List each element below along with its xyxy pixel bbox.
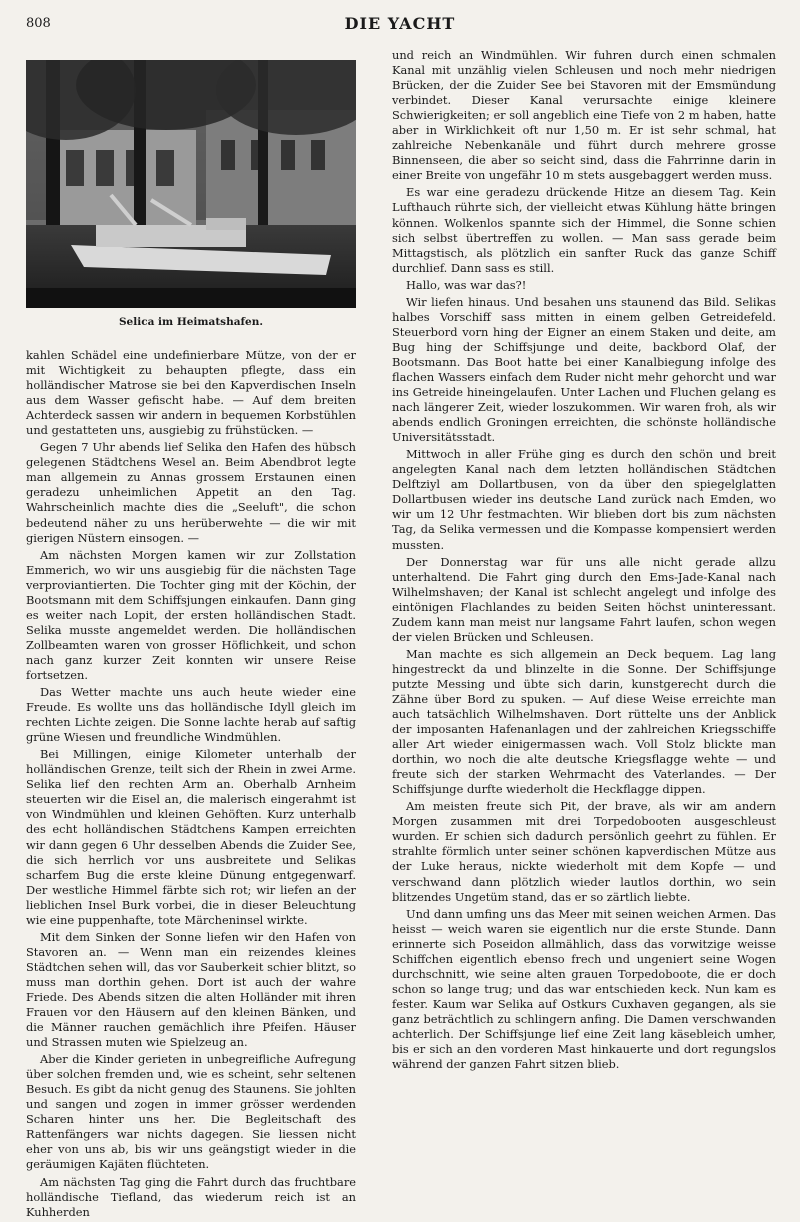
left-column [26,348,356,1222]
paragraph: Wir liefen hinaus. Und besahen uns staunend das Bild. Selikas halbes Vorschiff sass mitten in einem gelben Getreidefeld. Steuerbord vorn hing der Eigner an einem Staken und deite, am Bug hing der Schiffsjunge und deite, backbord Olaf, der Bootsmann. Das Boot hatte bei einer Kanalbiegung infolge des flachen Wassers einfach dem Ruder nicht mehr gehorcht und war ins Getreide hineingelaufen. Unter Lachen und Fluchen gelang es nach längerer Zeit, wieder loszukommen. Wir waren froh, als wir abends endlich Groningen erreichten, die schönste holländische Universitätsstadt. [392,294,776,445]
paragraph: Aber die Kinder gerieten in unbegreifliche Aufregung über solchen fremden und, wie es scheint, sehr seltenen Besuch. Es gibt da nicht genug des Staunens. Sie johlten und sangen und zogen in immer grösser werdenden Scharen hinter uns her. Die Begleitschaft des Rattenfängers war nichts dagegen. Sie liessen nicht eher von uns ab, bis wir uns geängstigt wieder in die geräumigen Kajäten flüchteten. [26,1052,357,1172]
paragraph: Bei Millingen, einige Kilometer unterhalb der holländischen Grenze, teilt sich der Rhein in zwei Arme. Selika lief den rechten Arm an. Oberhalb Arnheim steuerten wir die Eisel an, die malerisch eingerahmt ist von Windmühlen und kleinen Gehöften. Kurz unterhalb des echt holländischen Städtchens Kampen erreichten wir dann gegen 6 Uhr desselben Abends die Zuider See, die sich herrlich vor uns ausbreitete und Selikas scharfem Bug die erste kleine Dünung entgegenwarf. Der westliche Himmel färbte sich rot; wir liefen an der lieblichen Insel Burk vorbei, die in dieser Beleuchtung wie eine puppenhafte, tote Märcheninsel wirkte. [26,747,356,927]
page-number: 808 [26,16,51,31]
paragraph: Das Wetter machte uns auch heute wieder eine Freude. Es wollte uns das holländische Idyll gleich im rechten Lichte zeigen. Die Sonne lachte herab auf saftig grüne Wiesen und freundliche Windmühlen. [26,685,356,745]
paragraph: Am meisten freute sich Pit, der brave, als wir am andern Morgen zusammen mit drei Torpedobooten ausgeschleust wurden. Er schien sich dadurch persönlich geehrt zu fühlen. Er strahlte förmlich unter seiner schönen kapverdischen Mütze aus der Luke heraus, nickte wiederholt mit dem Kopfe — und verschwand dann plötzlich wieder lautlos dorthin, wo sein blitzendes Ungetüm stand, das er so zärtlich liebte. [392,799,776,904]
photo [26,60,356,308]
paragraph: Es war eine geradezu drückende Hitze an diesem Tag. Kein Lufthauch rührte sich, der vielleicht etwas Kühlung hätte bringen können. Wolkenlos spannte sich der Himmel, die Sonne schien sich selbst übertreffen zu wollen. — Man sass gerade beim Mittagstisch, als plötzlich ein sanfter Ruck das ganze Schiff durchlief. Dann sass es still. [392,185,776,275]
paragraph: Der Donnerstag war für uns alle nicht gerade allzu unterhaltend. Die Fahrt ging durch den Ems-Jade-Kanal nach Wilhelmshaven; der Kanal ist schlecht angelegt und infolge des eintönigen Flachlandes zu beiden Seiten höchst uninteressant. Zudem kann man meist nur langsame Fahrt laufen, schon wegen der vielen Brücken und Schleusen. [392,554,776,644]
paragraph: Am nächsten Morgen kamen wir zur Zollstation Emmerich, wo wir uns ausgiebig für die nächsten Tage verproviantierten. Die Tochter ging mit der Köchin, der Bootsmann mit dem Schiffsjungen einkaufen. Dann ging es weiter nach Lopit, der ersten holländischen Stadt. Selika musste angemeldet werden. Die holländischen Zollbeamten waren von grosser Höflichkeit, und schon nach ganz kurzer Zeit konnten wir unsere Reise fortsetzen. [26,547,356,682]
right-column [392,48,776,1074]
photo-caption: Selica im Heimatshafen. [118,316,264,328]
paragraph: Und dann umfing uns das Meer mit seinen weichen Armen. Das heisst — weich waren sie eigentlich nur die erste Stunde. Dann erinnerte sich Poseidon allmählich, dass das vorwitzige weisse Schiffchen eigentlich ebenso frech und ungeniert seine Wogen durchschnitt, wie seine alten grauen Torpedoboote, die er doch schon so lange trug; und das war entschieden keck. Nun kam es fester. Kaum war Selika auf Ostkurs Cuxhaven gegangen, als sie ganz beträchtlich zu schlingern anfing. Die Damen verschwanden achterlich. Der Schiffsjunge lief eine Zeit lang käsebleich umher, bis er sich an den vorderen Mast hinkauerte und dort regungslos während der ganzen Fahrt sitzen blieb. [392,906,776,1072]
paragraph: kahlen Schädel eine undefinierbare Mütze, von der er mit Wichtigkeit zu behaupten pflegte, dass ein holländischer Matrose sie bei den Kapverdischen Inseln aus dem Wasser gefischt habe. — Auf dem breiten Achterdeck sassen wir andern in bequemen Korbstühlen und gestatteten uns, ausgiebig zu frühstücken. — [26,348,356,438]
paragraph: und reich an Windmühlen. Wir fuhren durch einen schmalen Kanal mit unzählig vielen Schleusen und noch mehr niedrigen Brücken, der die Zuider See bei Stavoren mit der Emsmündung verbindet. Dieser Kanal verursachte einige kleinere Schwierigkeiten; er soll angeblich eine Tiefe von 2 m haben, hatte aber in Wirklichkeit oft nur 1,50 m. Er ist sehr schmal, hat zahlreiche Nebenkanäle und führt durch mehrere grosse Binnenseen, die aber so seicht sind, dass die Fahrrinne darin in einer Breite von ungefähr 10 m stets ausgebaggert werden muss. [392,48,776,183]
paragraph: Gegen 7 Uhr abends lief Selika den Hafen des hübsch gelegenen Städtchens Wesel an. Beim Abendbrot legte man allgemein zu Annas grossem Erstaunen einen geradezu unheimlichen Appetit an den Tag. Wahrscheinlich machte dies die „Seeluft", die schon bedeutend näher zu uns herüberwehte — die wir mit gierigen Nüstern einsogen. — [26,440,356,545]
journal-title: DIE YACHT [344,14,456,33]
paragraph: Am nächsten Tag ging die Fahrt durch das fruchtbare holländische Tiefland, das wiederum reich ist an Kuhherden [26,1174,356,1219]
paragraph: Hallo, was war das?! [406,277,527,292]
paragraph: Mit dem Sinken der Sonne liefen wir den Hafen von Stavoren an. — Wenn man ein reizendes kleines Städtchen sehen will, das vor Sauberkeit schier blitzt, so muss man dorthin gehen. Dort ist auch der wahre Friede. Des Abends sitzen die alten Holländer mit ihren Frauen vor den Häusern auf den kleinen Bänken, und die Männer rauchen gemächlich ihre Pfeifen. Häuser und Strassen muten wie Spielzeug an. [26,929,356,1050]
paragraph: Man machte es sich allgemein an Deck bequem. Lag lang hingestreckt da und blinzelte in die Sonne. Der Schiffsjunge putzte Messing und übte sich darin, kunstgerecht durch die Zähne über Bord zu spuken. — Auf diese Weise erreichte man auch tatsächlich Wilhelmshaven. Dort rüttelte uns der Anblick der imposanten Hafenanlagen und der zahlreichen Kriegsschiffe aller Art wieder einigermassen wach. Voll Stolz blickte man dorthin, wo noch die alte deutsche Kriegsflagge wehte — und freute sich der starken Wehrmacht des Vaterlandes. — Der Schiffsjunge durfte wiederholt die Heckflagge dippen. [392,646,776,797]
paragraph: Mittwoch in aller Frühe ging es durch den schön und breit angelegten Kanal nach dem letzten holländischen Städtchen Delftziyl am Dollartbusen, von da über den spiegelglatten Dollartbusen wieder ins deutsche Land zurück nach Emden, wo wir um 12 Uhr festmachten. Wir blieben dort bis zum nächsten Tag, da Selika vermessen und die Kompasse kompensiert werden mussten. [392,447,776,552]
yacht-photo [26,60,356,308]
